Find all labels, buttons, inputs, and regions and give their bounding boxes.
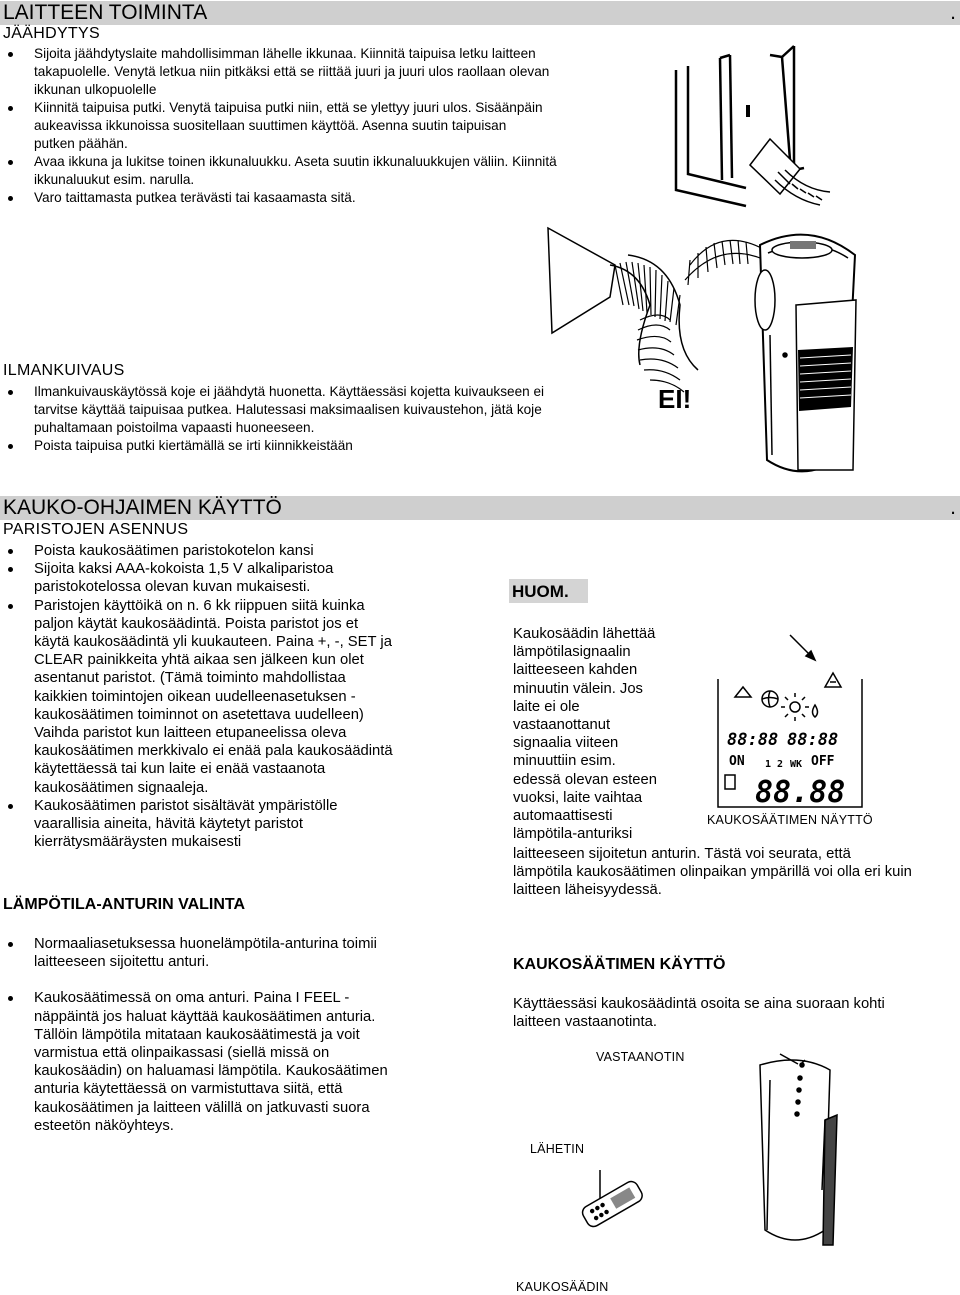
battery-list	[0, 542, 400, 851]
note-line: edessä olevan esteen	[513, 771, 657, 788]
section-end-mark: .	[950, 1, 956, 24]
section-header-operation	[0, 1, 960, 25]
window-hose-illustration	[660, 40, 830, 210]
ac-unit-with-hose-illustration	[540, 225, 870, 480]
section-title: LAITTEEN TOIMINTA	[3, 1, 208, 24]
list-item: Kaukosäätimessä on oma anturi. Paina I FEEL - näppäintä jos haluat käyttää kaukosäätimen anturia. Tällöin lämpötila mitataan kaukosäätimestä ja voit varmistua että olinpaikassasi (siellä missä on kaukosäädin) on haluamasi lämpötila. Kaukosäätimen anturia käytettäessä on varmistuttava siitä, että kaukosäätimen ja laitteen välillä on jatkuvasti suora esteetön näköyhteys.	[0, 989, 389, 1135]
ei-label: EI!	[658, 384, 692, 414]
cooling-heading: JÄÄHDYTYS	[3, 25, 100, 42]
section-end-mark: .	[950, 496, 956, 519]
list-item: Poista kaukosäätimen paristokotelon kansi	[0, 542, 400, 560]
remote-usage-illustration	[560, 1050, 890, 1275]
list-item: Normaaliasetuksessa huonelämpötila-anturina toimii laitteeseen sijoitettu anturi.	[0, 935, 384, 971]
list-item: Kaukosäätimen paristot sisältävät ympäristölle vaarallisia aineita, hävitä käytetyt paristot kierrätysmääräysten mukaisesti	[0, 797, 374, 852]
list-item: Varo taittamasta putkea terävästi tai kasaamasta sitä.	[0, 189, 610, 207]
display-num-2: 2	[777, 759, 784, 770]
display-big-digits: 88.88	[755, 775, 846, 810]
usage-text: Käyttäessäsi kaukosäädintä osoita se aina suoraan kohti laitteen vastaanotinta.	[513, 996, 885, 1031]
sensor-list	[0, 935, 410, 1135]
note-line: laite ei ole	[513, 698, 580, 715]
section-title: KAUKO-OHJAIMEN KÄYTTÖ	[3, 496, 282, 519]
section-header-remote	[0, 496, 960, 520]
note-line: Kaukosäädin lähettää	[513, 626, 656, 642]
list-item: Sijoita kaksi AAA-kokoista 1,5 V alkaliparistoa paristokotelossa olevan kuvan mukaisesti.	[0, 560, 374, 596]
note-line: laitteeseen kahden	[513, 662, 638, 679]
list-item: Sijoita jäähdytyslaite mahdollisimman lähelle ikkunaa. Kiinnitä taipuisa letku laitteen takapuolelle. Venytä letkua niin pitkäksi että se riittää juuri ja juuri ulos raollaan olevan ikkunan ulkopuolelle	[0, 45, 574, 99]
list-item: Kiinnitä taipuisa putki. Venytä taipuisa putki niin, että se ylettyy juuri ulos. Sisäänpäin aukeavissa ikkunoissa suositellaan suuttimen käyttöä. Asenna suutin taipuisan putken päähän.	[0, 99, 544, 153]
note-line: vastaanottanut	[513, 717, 611, 734]
remote-display-illustration	[715, 635, 865, 810]
dehumidify-list	[0, 383, 560, 455]
transmitter-label: LÄHETIN	[530, 1142, 585, 1156]
note-text	[513, 625, 703, 843]
battery-heading: PARISTOJEN ASENNUS	[3, 521, 189, 538]
list-item: Avaa ikkuna ja lukitse toinen ikkunaluukku. Aseta suutin ikkunaluukkujen väliin. Kiinnitä ikkunaluukut esim. narulla.	[0, 153, 574, 189]
note-heading: HUOM.	[509, 579, 588, 603]
sensor-heading: LÄMPÖTILA-ANTURIN VALINTA	[3, 896, 246, 913]
display-on-label: ON	[729, 754, 745, 769]
note-line: vuoksi, laite vaihtaa	[513, 789, 643, 806]
list-item: Ilmankuivauskäytössä koje ei jäähdytä huonetta. Käyttäessäsi kojetta kuivaukseen ei tarvitse käyttää taipuisaa putkea. Halutessasi maksimaalisen kuivaustehon, jätä koje puhaltamaan poistoilma vapaasti huoneeseen.	[0, 383, 554, 437]
note-tail: laitteeseen sijoitetun anturin. Tästä voi seurata, että lämpötila kaukosäätimen olinpaikan ympärillä voi olla eri kuin laitteen läheisyydessä.	[513, 846, 912, 899]
display-digits-right: 88:88	[787, 730, 839, 750]
display-num-1: 1	[765, 759, 772, 770]
note-line: signaalia viiteen	[513, 735, 619, 752]
receiver-label: VASTAANOTIN	[596, 1050, 685, 1064]
display-off-label: OFF	[811, 754, 835, 769]
note-line: minuuttiin esim.	[513, 753, 616, 770]
note-line: minuutin välein. Jos	[513, 680, 643, 697]
cooling-list	[0, 45, 610, 207]
display-caption: KAUKOSÄÄTIMEN NÄYTTÖ	[707, 813, 873, 827]
usage-heading: KAUKOSÄÄTIMEN KÄYTTÖ	[513, 956, 726, 973]
dehumidify-heading: ILMANKUIVAUS	[3, 362, 125, 379]
remote-label: KAUKOSÄÄDIN	[516, 1280, 609, 1294]
note-line: lämpötila-anturiksi	[513, 826, 633, 843]
list-item: Paristojen käyttöikä on n. 6 kk riippuen siitä kuinka paljon käytät kaukosäädintä. Poista paristot jos et käytä kaukosäädintä yli kuukauteen. Paina +, -, SET ja CLEAR painikkeita yhtä aikaa sen jälkeen kun olet asentanut paristot. (Tämä toiminto mahdollistaa kaikkien toimintojen oikean uudelleenasetuksen - kaukosäätimen toiminnot on asetettava uudelleen) Vaihda paristot kun laitteen etupaneelissa oleva kaukosäätimen merkkivalo ei enää pala kaukosäädintä käytettäessä tai kun laite ei enää vastaanota kaukosäätimen signaaleja.	[0, 597, 394, 797]
note-line: automaattisesti	[513, 808, 613, 825]
display-digits-left: 88:88	[727, 730, 779, 750]
list-item: Poista taipuisa putki kiertämällä se irti kiinnikkeistään	[0, 437, 560, 455]
display-num-wk: WK	[790, 759, 803, 770]
note-line: lämpötilasignaalin	[513, 644, 631, 661]
